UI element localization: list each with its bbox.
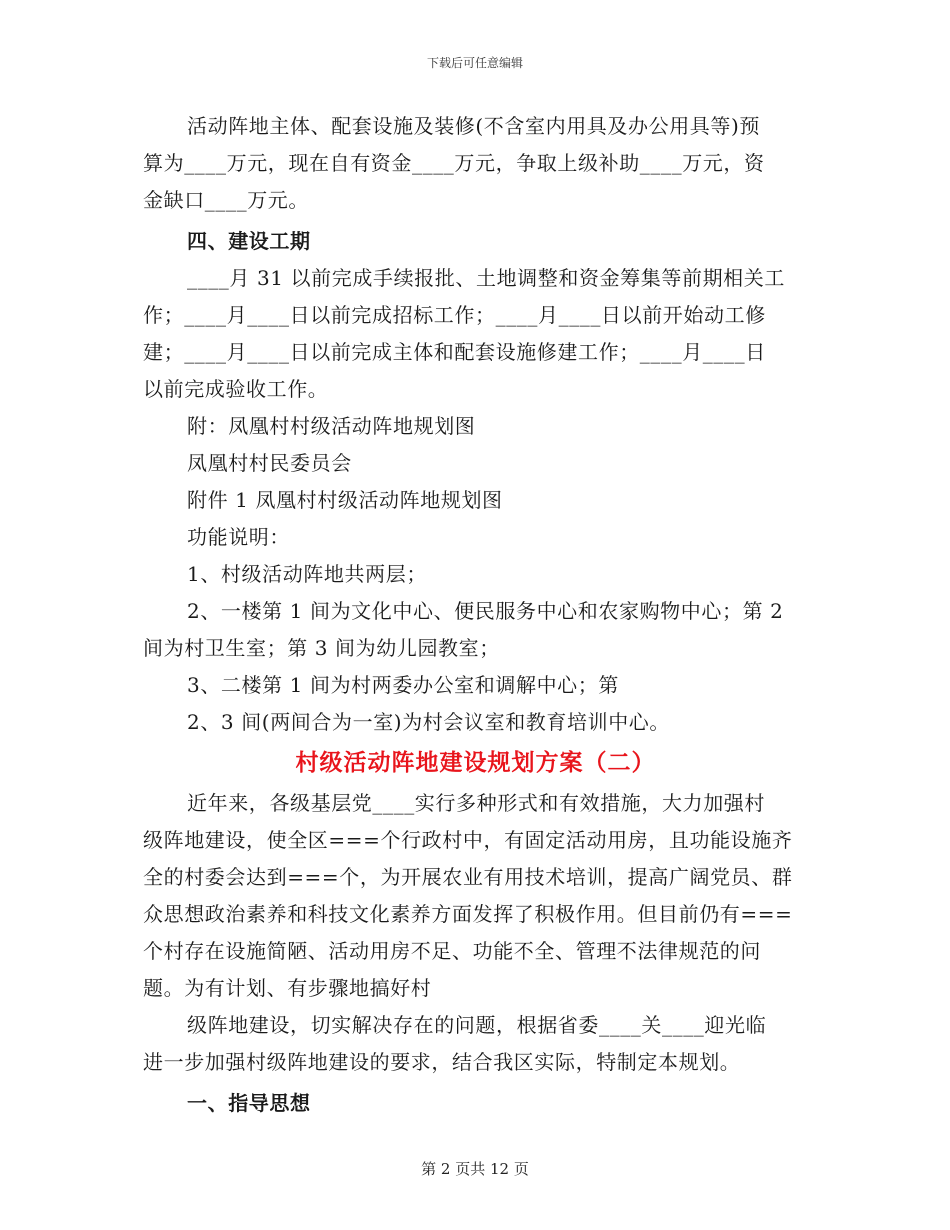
page-header: 下载后可任意编辑 (426, 56, 523, 70)
text-line: 建；____月____日以前完成主体和配套设施修建工作；____月____日 (143, 340, 766, 364)
text-line: 级阵地建设，使全区===个行政村中，有固定活动用房，且功能设施齐 (143, 828, 793, 852)
text-line: 2、3 间(两间合为一室)为村会议室和教育培训中心。 (187, 710, 671, 734)
text-line: 附件 1 凤凰村村级活动阵地规划图 (187, 488, 503, 512)
section-two-text (143, 785, 808, 1122)
text-line: 算为____万元，现在自有资金____万元，争取上级补助____万元，资 (143, 151, 765, 175)
page-footer: 第 2 页共 12 页 (421, 1160, 529, 1178)
section-title: 村级活动阵地建设规划方案（二） (295, 749, 656, 776)
text-line: 金缺口____万元。 (143, 188, 309, 212)
text-line: 题。为有计划、有步骤地搞好村 (143, 976, 432, 1000)
text-line: 间为村卫生室；第 3 间为幼儿园教室； (143, 636, 500, 660)
text-line: 全的村委会达到===个，为开展农业有用技术培训，提高广阔党员、群 (143, 865, 793, 889)
text-line: 2、一楼第 1 间为文化中心、便民服务中心和农家购物中心；第 2 (187, 599, 784, 623)
text-line: ____月 31 以前完成手续报批、土地调整和资金筹集等前期相关工 (187, 266, 785, 290)
text-line: 1、村级活动阵地共两层； (187, 562, 427, 586)
text-line: 作；____月____日以前完成招标工作；____月____日以前开始动工修 (143, 303, 766, 327)
section-heading: 四、建设工期 (187, 229, 311, 253)
text-line: 近年来，各级基层党____实行多种形式和有效措施，大力加强村 (187, 791, 765, 815)
document-body (143, 108, 808, 1122)
text-line: 进一步加强村级阵地建设的要求，结合我区实际，特制定本规划。 (143, 1050, 741, 1074)
text-line: 活动阵地主体、配套设施及装修(不含室内用具及办公用具等)预 (187, 114, 761, 138)
text-line: 附：凤凰村村级活动阵地规划图 (187, 414, 476, 438)
text-line: 3、二楼第 1 间为村两委办公室和调解中心；第 (187, 673, 619, 697)
text-line: 众思想政治素养和科技文化素养方面发挥了积极作用。但目前仍有=== (143, 902, 793, 926)
text-line: 凤凰村村民委员会 (187, 451, 352, 475)
section-one-text (143, 108, 808, 741)
text-line: 功能说明： (187, 525, 290, 549)
text-line: 级阵地建设，切实解决存在的问题，根据省委____关____迎光临 (187, 1013, 767, 1037)
text-line: 以前完成验收工作。 (143, 377, 329, 401)
text-line: 个村存在设施简陋、活动用房不足、功能不全、管理不法律规范的问 (143, 939, 761, 963)
section-heading: 一、指导思想 (187, 1091, 311, 1115)
